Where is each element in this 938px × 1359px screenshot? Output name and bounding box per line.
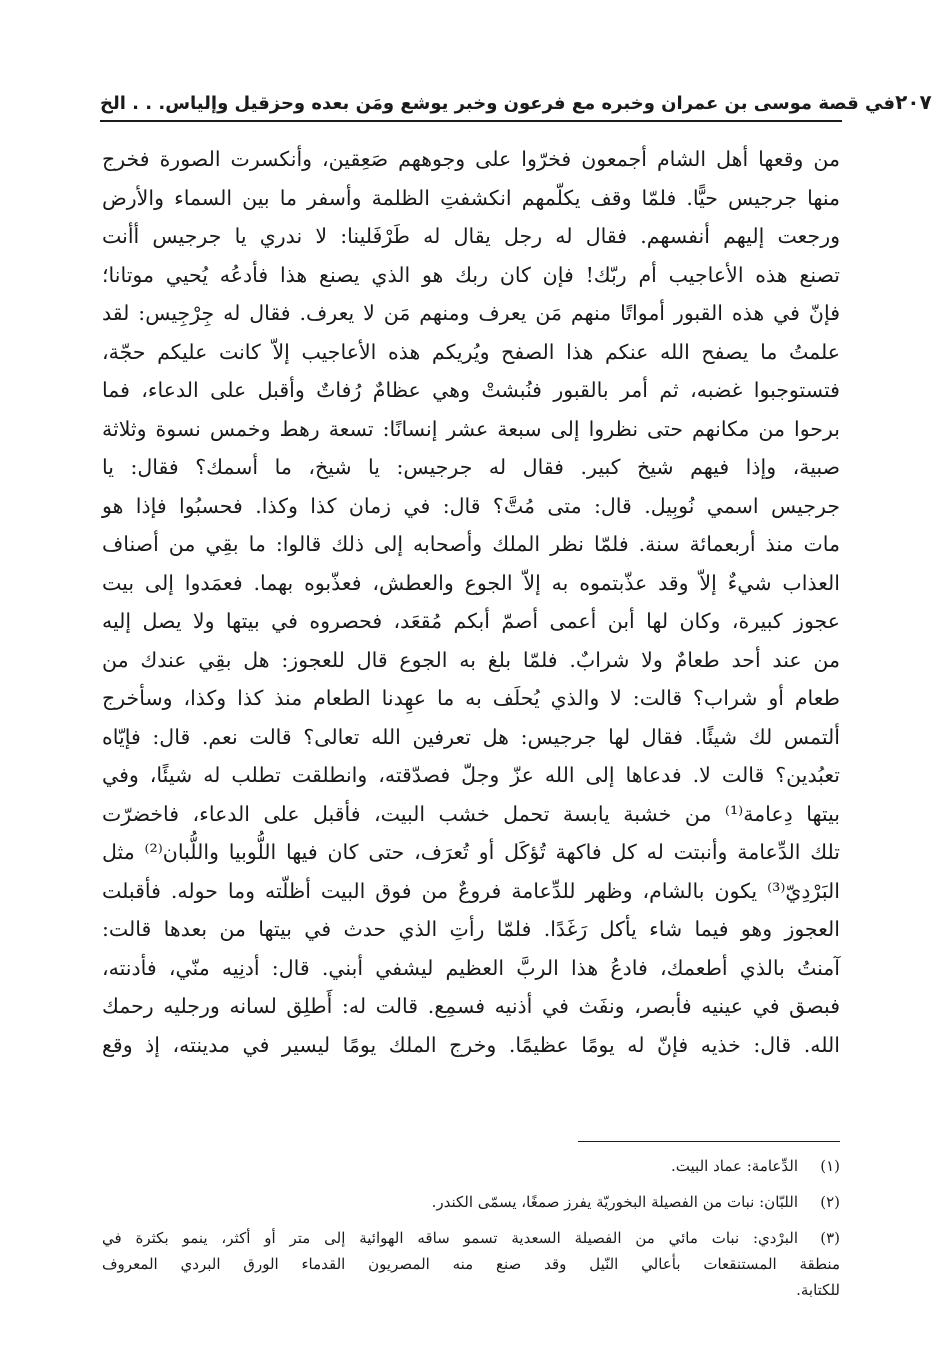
page-number: ٢٠٧ bbox=[895, 90, 932, 114]
text-line: مات منذ أربعمائة سنة. فلمّا نظر الملك وأصحابه إلى ذلك قالوا: ما بقِي من أصناف bbox=[102, 532, 840, 556]
footnote-number: (٢) bbox=[820, 1193, 840, 1211]
footnote-text bbox=[102, 1225, 840, 1303]
text-line: العذاب شيءٌ إلاّ وقد عذّبتموه به إلاّ الجوع والعطش، فعذّبوه بهما. فعمَدوا إلى بيت bbox=[102, 570, 840, 595]
text-line: الله. قال: خذيه فإنّ له يومًا عظيمًا. وخرج الملك يومًا ليسير في مدينته، إذ وقع bbox=[102, 1032, 840, 1057]
text-line: ألتمس لك شيئًا. فقال لها جرجيس: هل تعرفين الله تعالى؟ قالت نعم. قال: فإيّاه bbox=[102, 724, 840, 749]
text-line: عجوز كبيرة، وكان لها أبن أعمى أصمّ أبكم مُقعَد، فحصروه في بيتها ولا يصل إليه bbox=[102, 609, 840, 633]
text-line: من عند أحد طعامٌ ولا شرابٌ. فلمّا بلغ به الجوع قال للعجوز: هل بقِي عندك من bbox=[102, 647, 840, 672]
text-line: ورجعت إليهم أنفسهم. فقال له رجل يقال له طَرْفَلينا: لا ندري يا جرجيس أأنت bbox=[102, 224, 840, 248]
footnote-text bbox=[102, 1189, 798, 1215]
text-line: فبصق في عينيه فأبصر، ونفَث في أذنيه فسمِع. قالت له: أَطلِق لسانه ورجليه رحمك bbox=[102, 994, 840, 1018]
text-line: برحوا من مكانهم حتى نظروا إلى سبعة عشر إنسانًا: تسعة رهط وخمس نسوة وثلاثة bbox=[102, 416, 840, 441]
text-line: منها جرجيس حيًّا. فلمّا وقف يكلّمهم انكشفتِ الظلمة وأسفر ما بين السماء والأرض bbox=[102, 185, 840, 210]
text-line: تصنع هذه الأعاجيب أم ربّك! فإن كان ربك هو الذي يصنع هذا فأدعُه يُحيي موتانا؛ bbox=[102, 262, 840, 287]
text-line: البَرْدِيّ⁽³⁾ يكون بالشام، وظهر للدِّعامة فروعٌ من فوق البيت أظلّته وما حوله. فأقبلت bbox=[102, 878, 840, 903]
footnote-1 bbox=[102, 1153, 840, 1179]
text-line: صبية، وإذا فيهم شيخ كبير. فقال له جرجيس: يا شيخ، ما أسمك؟ فقال: يا bbox=[102, 455, 840, 479]
footnote-line: البرْدي: نبات مائي من الفصيلة السعدية تسمو ساقه الهوائية إلى متر أو أكثر، ينمو بكثرة في bbox=[102, 1229, 798, 1247]
text-line: جرجيس اسمي نُوبِيل. قال: متى مُتَّ؟ قال: في زمان كذا وكذا. فحسبُوا فإذا هو bbox=[102, 493, 840, 518]
footnote-line: منطقة المستنقعات بأعالي النّيل وقد صنع منه المصريون القدماء الورق البردي المعروف bbox=[102, 1255, 840, 1273]
text-line: فتستوجبوا غضبه، ثم أمر بالقبور فنُبشتْ وهي عظامٌ رُفاتٌ وأقبل على الدعاء، فما bbox=[102, 378, 840, 402]
text-line: من وقعها أهل الشام أجمعون فخرّوا على وجوههم صَعِقين، وأنكسرت الصورة فخرج bbox=[102, 147, 840, 171]
text-line: العجوز وهو فيما شاء يأكل رَغَدًا. فلمّا رأتِ الذي حدث في بيتها من بعدها قالت: bbox=[102, 917, 840, 941]
footnote-line: للكتابة. bbox=[796, 1281, 840, 1299]
footnote-line: اللبّان: نبات من الفصيلة البخوريّة يفرز صمغًا، يسمّى الكندر. bbox=[431, 1193, 798, 1211]
chapter-title: في قصة موسى بن عمران وخبره مع فرعون وخبر يوشع ومَن بعده وحزقيل وإلياس. . . الخ bbox=[100, 93, 896, 114]
text-line: تعبُدين؟ قالت لا. فدعاها إلى الله عزّ وجلّ فصدّقته، وانطلقت تطلب له شيئًا، وفي bbox=[102, 763, 840, 787]
footnote-3 bbox=[102, 1225, 840, 1303]
footnote-number: (١) bbox=[820, 1157, 840, 1175]
main-text bbox=[102, 140, 840, 1064]
text-line: بيتها دِعامة⁽¹⁾ من خشبة يابسة تحمل خشب البيت، فأقبل على الدعاء، فاخضرّت bbox=[102, 801, 840, 826]
text-line: علمتُ ما يصفح الله عنكم هذا الصفح ويُريكم هذه الأعاجيب إلاّ كانت عليكم حجّة، bbox=[102, 339, 840, 364]
running-header bbox=[100, 80, 932, 122]
footnote-divider bbox=[578, 1141, 840, 1142]
footnote-number: (٣) bbox=[820, 1229, 840, 1247]
footnote-2 bbox=[102, 1189, 840, 1215]
footnote-line: الدِّعامة: عماد البيت. bbox=[671, 1157, 798, 1175]
footnote-text bbox=[102, 1153, 798, 1179]
text-line: آمنتُ بالذي أطعمك، فادعُ هذا الربَّ العظيم ليشفي أبني. قال: أدنِيه منّي، فأدنته، bbox=[102, 955, 840, 980]
text-line: طعام أو شراب؟ قالت: لا والذي يُحلَف به ما عهِدنا الطعام منذ كذا وكذا، وسأخرج bbox=[102, 686, 840, 710]
text-line: فإنّ في هذه القبور أمواتًا منهم مَن يعرف ومنهم مَن لا يعرف. فقال له جِرْجِيس: لقد bbox=[102, 301, 840, 325]
footnotes bbox=[102, 1153, 840, 1313]
text-line: تلك الدِّعامة وأنبتت له كل فاكهة تُؤكَل أو تُعرَف، حتى كان فيها اللُّوبيا واللُّبان⁽²⁾ مثل bbox=[102, 840, 840, 864]
